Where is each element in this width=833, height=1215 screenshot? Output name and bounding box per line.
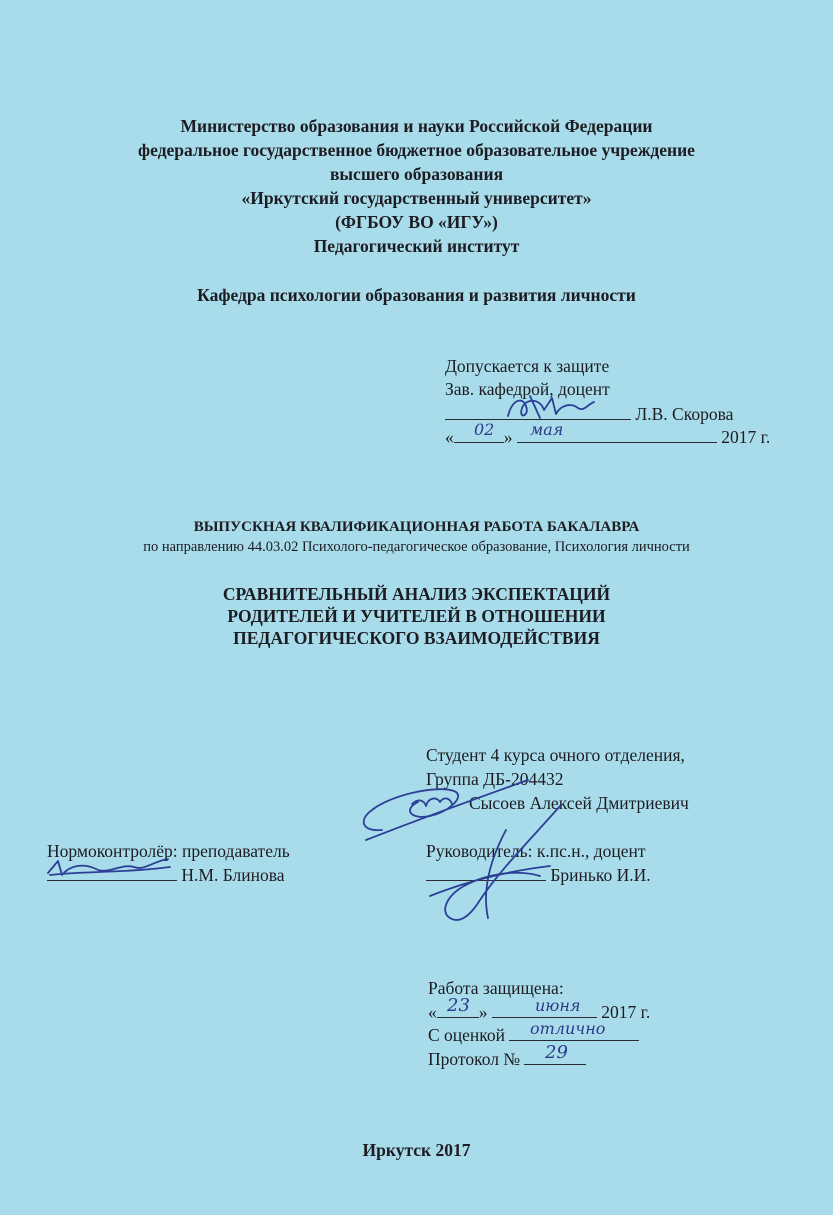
normcontrol-signature	[44, 853, 174, 883]
close-quote: »	[478, 1002, 488, 1022]
protocol-label: Протокол №	[428, 1049, 521, 1069]
open-quote: «	[428, 1002, 437, 1022]
institution-type-line: федеральное государственное бюджетное образовательное учреждение	[138, 140, 695, 160]
grade-label: С оценкой	[428, 1025, 506, 1045]
protocol-handwritten: 29	[545, 1042, 568, 1063]
supervisor-role: Руководитель: к.пс.н., доцент	[426, 841, 646, 861]
head-signature	[500, 392, 600, 426]
supervisor-name: Бринько И.И.	[550, 865, 651, 885]
head-of-department-name: Л.В. Скорова	[635, 404, 734, 424]
thesis-title	[0, 583, 833, 649]
open-quote: «	[445, 427, 454, 447]
city-year: Иркутск 2017	[362, 1140, 471, 1160]
ministry-line: Министерство образования и науки Российской Федерации	[180, 116, 653, 136]
approval-line1: Допускается к защите	[445, 356, 610, 376]
title-line-2: РОДИТЕЛЕЙ И УЧИТЕЛЕЙ В ОТНОШЕНИИ	[227, 606, 606, 626]
institution-header	[0, 114, 833, 258]
university-line: «Иркутский государственный университет»	[241, 188, 592, 208]
student-group: Группа ДБ-204432	[426, 769, 564, 789]
defense-day-handwritten: 23	[447, 995, 470, 1016]
department-line: Кафедра психологии образования и развития личности	[197, 285, 636, 305]
grade-handwritten: отлично	[530, 1019, 606, 1038]
approval-line2: Зав. кафедрой, доцент	[445, 379, 610, 399]
normcontrol-name: Н.М. Блинова	[181, 865, 285, 885]
supervisor-signature	[410, 800, 570, 930]
student-name: Сысоев Алексей Дмитриевич	[469, 793, 689, 813]
defense-label: Работа защищена:	[428, 978, 564, 998]
defense-month-handwritten: июня	[535, 996, 581, 1015]
defense-year: 2017 г.	[601, 1002, 651, 1022]
approval-month-handwritten: мая	[530, 420, 564, 439]
institute-line: Педагогический институт	[313, 236, 520, 256]
work-type: ВЫПУСКНАЯ КВАЛИФИКАЦИОННАЯ РАБОТА БАКАЛАВРА	[193, 519, 640, 535]
approval-day-handwritten: 02	[474, 420, 495, 439]
education-level-line: высшего образования	[329, 164, 504, 184]
normcontrol-role: Нормоконтролёр: преподаватель	[47, 841, 290, 861]
title-line-1: СРАВНИТЕЛЬНЫЙ АНАЛИЗ ЭКСПЕКТАЦИЙ	[222, 584, 611, 604]
title-line-3: ПЕДАГОГИЧЕСКОГО ВЗАИМОДЕЙСТВИЯ	[233, 628, 600, 648]
close-quote: »	[503, 427, 513, 447]
approval-year: 2017 г.	[721, 427, 771, 447]
abbreviation-line: (ФГБОУ ВО «ИГУ»)	[335, 212, 498, 232]
work-direction: по направлению 44.03.02 Психолого-педагогическое образование, Психология личности	[143, 539, 690, 555]
student-course: Студент 4 курса очного отделения,	[426, 745, 685, 765]
